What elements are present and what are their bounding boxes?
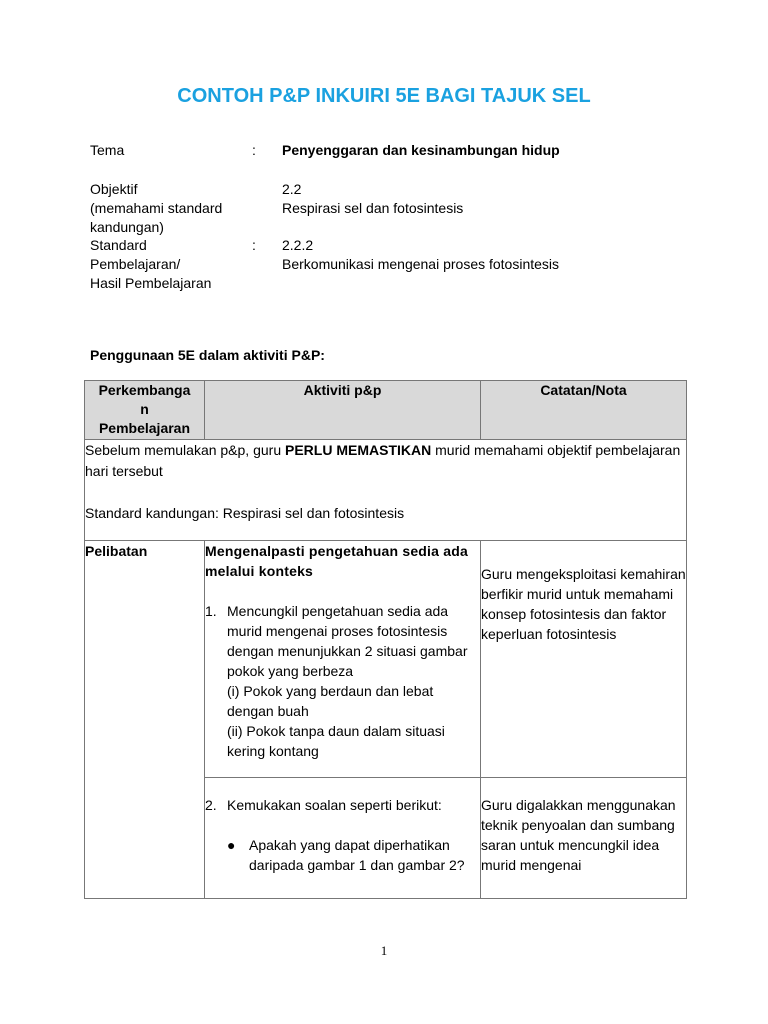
bullet-icon: ●: [227, 837, 236, 853]
note-cell: [85, 440, 687, 541]
table-note-row: [85, 440, 687, 541]
objektif-code: 2.2: [282, 181, 302, 197]
header-aktiviti: Aktiviti p&p: [205, 381, 481, 440]
activity-table: [84, 380, 687, 899]
standard-colon: :: [252, 237, 256, 253]
item-number: 1.: [205, 603, 217, 619]
header-perkembangan: [85, 381, 205, 440]
document-title: CONTOH P&P INKUIRI 5E BAGI TAJUK SEL: [177, 85, 591, 107]
item-sub-i: (i) Pokok yang berdaun dan lebat dengan buah: [227, 683, 434, 719]
list-item: [205, 601, 480, 761]
remark-cell: [481, 778, 687, 899]
bullet-item: [205, 835, 480, 875]
tema-colon: :: [252, 142, 256, 158]
header-text: n: [140, 401, 149, 417]
table-header-row: [85, 381, 687, 440]
objektif-label: [90, 180, 240, 237]
objektif-text: Respirasi sel dan fotosintesis: [282, 200, 464, 216]
note-text: Sebelum memulakan p&p, guru: [85, 442, 285, 458]
item-body: [227, 601, 480, 761]
tema-label: Tema: [90, 142, 125, 158]
header-text: Pembelajaran: [98, 420, 191, 436]
item-text: Kemukakan soalan seperti berikut:: [227, 797, 442, 813]
list-item: [205, 795, 480, 815]
standard-label-line: Hasil Pembelajaran: [90, 275, 212, 291]
standard-text: Berkomunikasi mengenai proses fotosintesis: [282, 256, 560, 272]
objektif-value: [282, 180, 682, 218]
stage-cell: Pelibatan: [85, 541, 205, 899]
header-catatan: Catatan/Nota: [481, 381, 687, 440]
item-text: Mencungkil pengetahuan sedia ada murid mengenai proses fotosintesis dengan menunjukkan 2 situasi gambar pokok yang berbeza: [227, 603, 468, 679]
remark-text: Guru mengeksploitasi kemahiran berfikir murid untuk memahami konsep fotosintesis dan faktor keperluan fotosintesis: [481, 566, 686, 642]
table-row: [85, 541, 687, 778]
remark-cell: [481, 541, 687, 778]
note-emphasis: PERLU MEMASTIKAN: [285, 442, 432, 458]
standard-label-line: Pembelajaran/: [90, 256, 181, 272]
objektif-label-line: (memahami standard: [90, 200, 223, 216]
standard-label: [90, 236, 240, 293]
activity-cell: [205, 778, 481, 899]
objektif-label-line: kandungan): [90, 219, 164, 235]
note-text: murid memahami objektif pembelajaran hari tersebut: [85, 442, 681, 479]
page-number: 1: [380, 943, 388, 958]
section-heading: Penggunaan 5E dalam aktiviti P&P:: [90, 347, 325, 363]
header-text: Perkembanga: [98, 382, 191, 398]
standard-label-line: Standard: [90, 237, 147, 253]
activity-heading: Mengenalpasti pengetahuan sedia ada melalui konteks: [205, 543, 468, 579]
activity-cell: [205, 541, 481, 778]
note-line-1: [85, 440, 686, 482]
item-sub-ii: (ii) Pokok tanpa daun dalam situasi kering kontang: [227, 723, 445, 759]
note-line-2: Standard kandungan: Respirasi sel dan fotosintesis: [85, 505, 405, 521]
item-number: 2.: [205, 797, 217, 813]
standard-value: [282, 236, 682, 274]
objektif-label-line: Objektif: [90, 181, 138, 197]
tema-value: Penyenggaran dan kesinambungan hidup: [282, 142, 560, 158]
standard-code: 2.2.2: [282, 237, 314, 253]
bullet-text: Apakah yang dapat diperhatikan daripada gambar 1 dan gambar 2?: [249, 837, 465, 873]
remark-text: Guru digalakkan menggunakan teknik penyoalan dan sumbang saran untuk mencungkil idea murid mengenai: [481, 797, 676, 873]
